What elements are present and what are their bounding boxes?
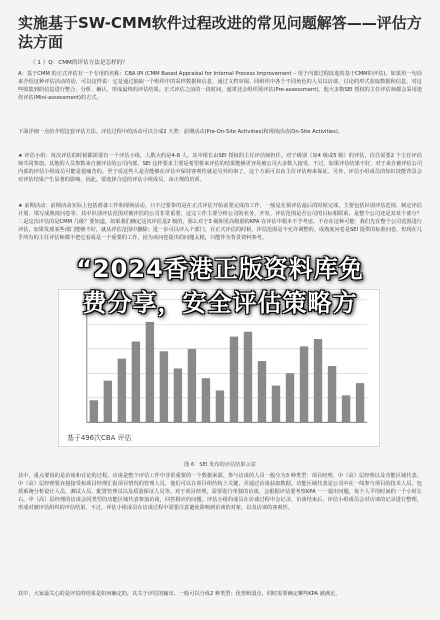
figure-bar [216,390,224,422]
paragraph-results: 其中，大家最关心的是评估的结果是如何确定的，其关于评估的输出，一般可以分成2 种类型：优势和弱点，同时需要确定哪些KPA 被满足。 [18,591,341,597]
banner-line-2: 费分享，安全评估策略方 [82,289,358,317]
figure-bar [230,337,238,423]
figure-bar [342,395,350,422]
question-line: （ 1 ）Q：CMM的评估方法是怎样的？ [30,60,128,66]
figure-bar [160,351,168,422]
document-title: 实施基于SW-CMM软件过程改进的常见问题解答——评估方法方面 [18,14,422,51]
figure-bar [188,349,196,422]
paragraph-pre-activities: ★ 前期活动：前期活动实际上包括准备工作和现场活动，只不过要参的是在正式评估开始前要完成的工作，一般是在预评估最后的时候完成，主要包括识别评估范围、制定评估计划、填写成熟度问卷等。其中识别评估范围对被评估的公司非常重要，这完工作主要分析公司的业务、开发、评估范围是否公司的目标相联系，是整个公司还是其某个部分？二是这次评估的是CMM 几级？要知道，如果我们确定这次评估是2 级的，那么对于3 级和更高级别的KPA 在评估中根本不予考虑。不存在这种可能：我们先在整个公司范围进行评估，如果发现某些部门能够不好，就从评估范围中删除；进一步可以评入个部门。在正式评估的时候，评估范围是不允许调整的。成熟度问卷是SEI 提供的标准问卷，但现在几乎所有的主任评估师都不把它看成是一个重要的工作，因为该问卷提出的问题太粗，只能作为背景资料参考。 [18,203,422,241]
figure-bar [300,346,308,422]
figure-bar [356,383,364,422]
figure-bar [90,400,98,422]
paragraph-team: ★ 评估小组：每次评估的时候都需要有一个评估小组，人数大约是4-8 人。其中组长由SEI 授权的主任评估师担任。对于级别（如4 级或5 级）的评估，往往需要2 个主任评估师共同参加。其他的人员参数来自被评估的公司内部，SEI 这样要求主要是希望将来评估的结果能够更容易被公司大多数人接受。不过，如果评估结果不好，对于来自被评估公司内部的评估小组成员可能是很痛苦的。至于说这些人是否能够在评估中保持客观性就是另外的事了，这个方面可以由主任评估师来保证。另外，评估小组成员的知识技能背景会对评估结果产生显著的影响，因此，要选择合适的评估小组成员，由正规的培训。 [18,153,422,183]
figure-bar [286,373,294,422]
figure-bar [146,322,154,422]
banner-line-1: “2024香港正版资料库免 [76,255,364,283]
figure-bottom-label: 基于496次CBA 评估 [66,434,132,443]
figure-caption: 图 6 SEI 发布的评估结果示意 [184,462,256,468]
paragraph-interview: 其中，重点要说的是访谈和讨论的过程。访谈是整个评估工作中非常重要的一个数据来源。参与访谈的人员一般分为3 种类型：项目经理、中（高）层经理以及功能区域代表。中（高）层经理要直接接受和项目经理汇报项目情况的管理人员，他们可以在项目组结构上关键，并通过访谈获取数据。功能区域代表是公司中在一线参与项目的技术人员。包括系统分析设计人员、测试人员、配置管理员以及质量保证人员等。对于项目经理，需要进行单独的访谈，会根据评估要考察KPA 一一提出问题，每个人平均时间约一个小时左右。中（高）层经理的访谈会同类型的功能区域代表参加访谈，回答相应的问题。评估小组的成员在访谈过程中会记录，访谈结束后，评估小组成员会对访谈的记录进行整理，形成对被评估组织的评估结果。不过，评估小组成员在访谈过程中需要注意避免影响到访谈的对象，以及访谈的客观性。 [18,473,422,511]
figure-bar [314,339,322,422]
figure-bar [272,386,280,423]
figure-bar [244,332,252,423]
figure-bar [132,341,140,422]
figure-bar [104,381,112,423]
figure-bar [328,366,336,422]
figure-bar [174,368,182,422]
figure-bar [202,378,210,422]
paragraph-intro: A：基于CMM 的正式评估有一个专用的名称：CBA IPI (CMM Based Appraisal for Internal Process Improvement – 用于内部过程改进的基于CMM的评估)。如果用一句话来介绍这种评估活动的话，可以这样说：它是通过抽取一个组织中的采样数据和信息，通过文档审阅、同组织中各个不同角色的人员以访谈、讨论的形式获取数据和信息，对这些收集到的信息进行整合、分析、确认，形成最终的评估结果。正式评估之前的一段时间，通常还会组织预评估(Pre-assessment)，他大多数SEI 授权的主任评估师都会采用迷你评估(Mini-assessment)的方式。 [18,71,422,101]
figure-bar [258,361,266,422]
figure-bar [118,359,126,423]
overlay-banner [0,225,440,317]
paragraph-activities: 下面详细一点给介绍这套评估方法。评估过程中的活动可以分成2 大类：前期活动(Pre-On-Site Activities)和现场活动(On-Site Activities)。 [18,129,344,135]
